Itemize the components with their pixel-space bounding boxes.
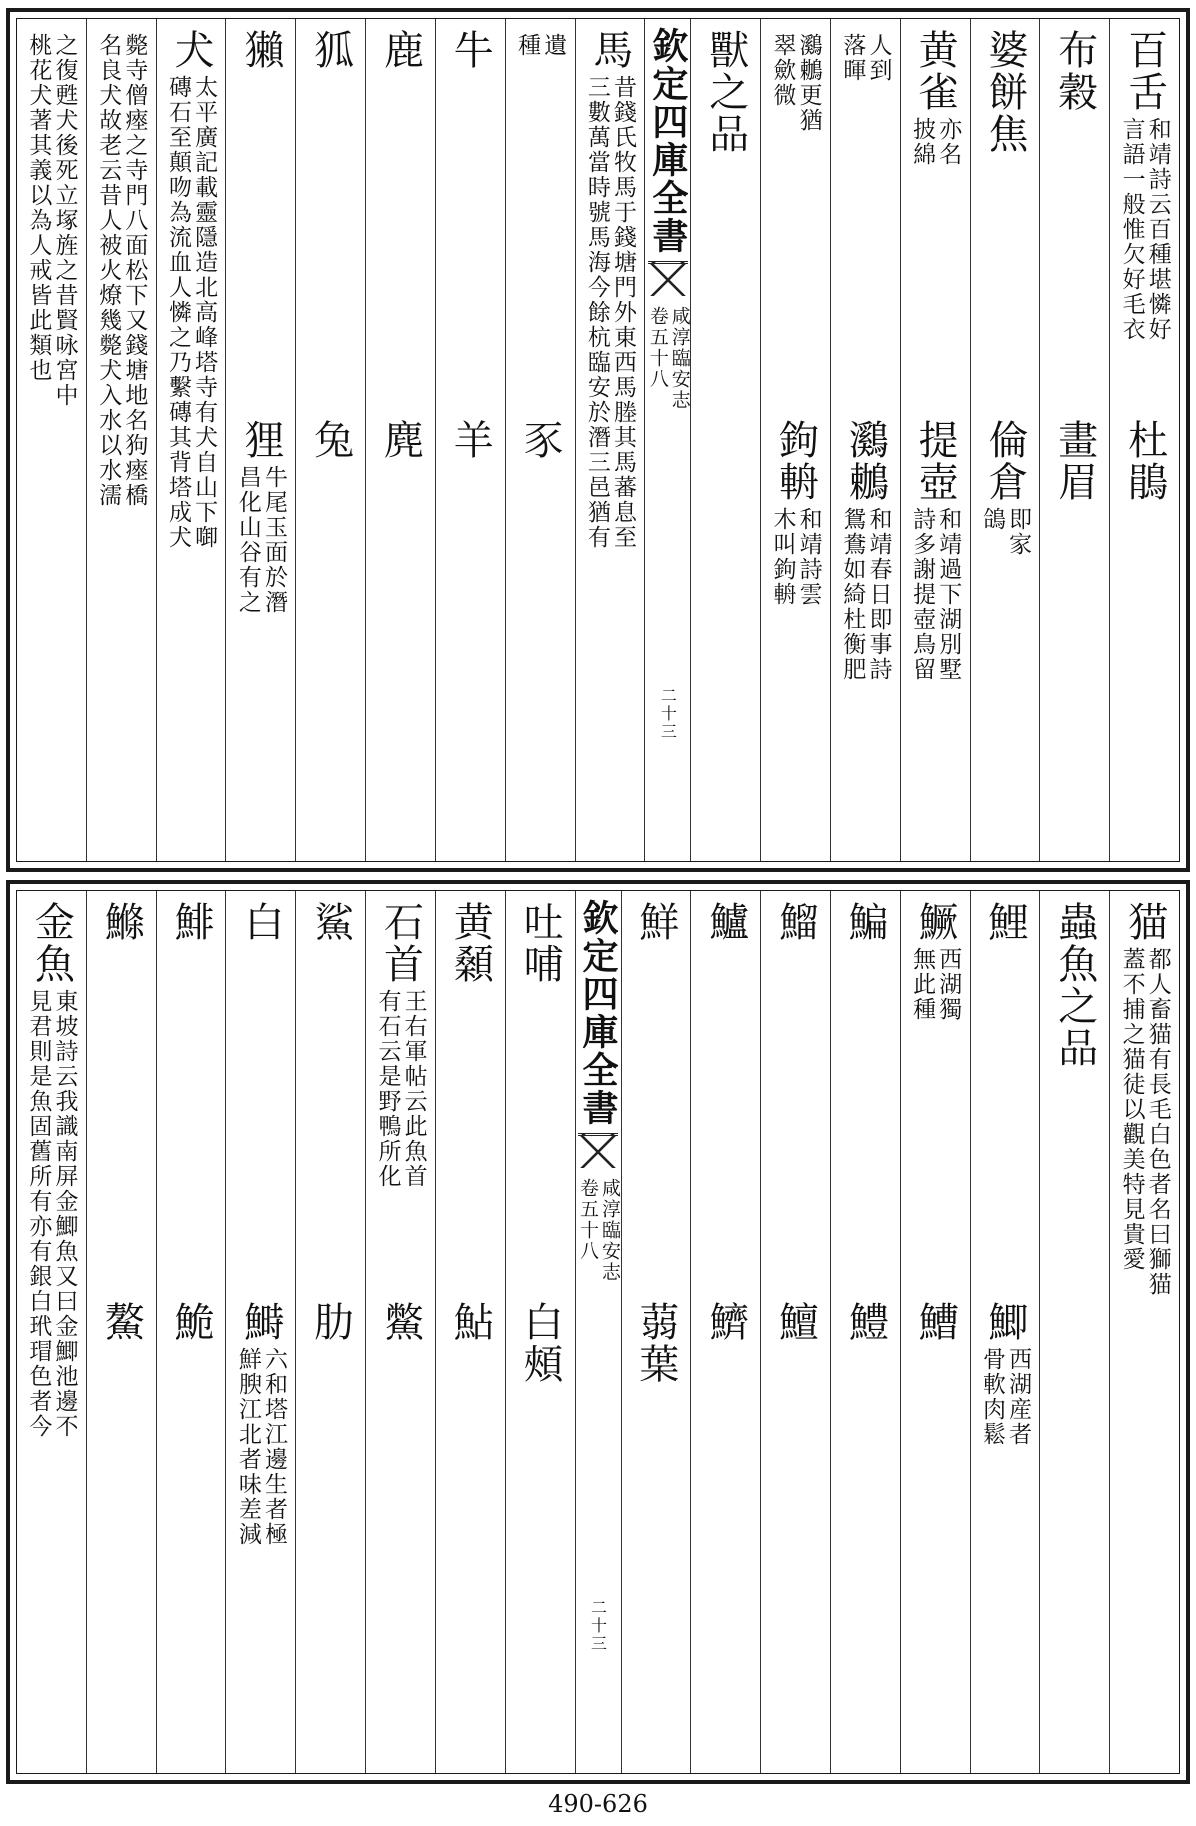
second-entry	[971, 419, 1040, 557]
annotation	[840, 507, 890, 682]
page-number: 490-626	[548, 1790, 648, 1818]
annotation-line: 翠歛微	[769, 33, 796, 108]
annotation-line: 和靖春日即事詩	[865, 507, 892, 682]
top-page	[6, 8, 1190, 872]
text-column	[505, 19, 575, 861]
entry-heading: 鮠	[168, 1301, 215, 1343]
annotation-line: 磚石至顛吻為流血人憐之乃繫磚其背塔成犬	[165, 75, 192, 550]
book-title: 欽定四庫全書	[646, 27, 689, 255]
text-column	[86, 19, 156, 861]
entry-heading: 兔	[307, 419, 354, 461]
text-column	[970, 19, 1040, 861]
annotation-line: 無此種	[909, 947, 936, 1022]
entry-heading: 倫倉	[981, 419, 1028, 503]
annotation-line: 有石云是野鴨所化	[374, 989, 401, 1189]
center-margin	[644, 19, 690, 861]
entry-heading: 白	[237, 901, 284, 943]
second-entry	[831, 1301, 900, 1343]
second-entry	[226, 419, 295, 615]
annotation-line: 披綿	[909, 117, 936, 167]
annotation-line: 王右軍帖云此魚首	[400, 989, 427, 1189]
text-column	[690, 891, 760, 1773]
annotation	[980, 507, 1030, 557]
text-column	[760, 19, 830, 861]
annotation	[980, 1347, 1030, 1447]
volume-line: 咸淳臨安志	[598, 1178, 621, 1283]
entry-heading: 鮮	[632, 901, 679, 943]
annotation-line: 名良犬故老云昔人被火燎幾斃犬入水以水濡	[95, 33, 122, 508]
annotation	[96, 33, 146, 508]
annotation-line: 鴿	[978, 507, 1005, 532]
entry-heading: 鰣	[237, 1301, 284, 1343]
entry-heading: 吐哺	[517, 901, 564, 985]
volume-line: 卷五十八	[646, 306, 669, 390]
annotation	[770, 507, 820, 607]
text-column	[1039, 891, 1109, 1773]
annotation-line: 和靖詩雲	[795, 507, 822, 607]
entry-heading: 羊	[447, 419, 494, 461]
text-column	[1109, 19, 1179, 861]
annotation	[585, 75, 635, 550]
entry-heading: 百舌	[1121, 29, 1168, 113]
entry-heading: 杜鵑	[1121, 419, 1168, 503]
entry-heading: 鰲	[98, 1301, 145, 1343]
text-column	[225, 891, 295, 1773]
annotation-line: 昔錢氏牧馬于錢塘門外東西馬塍其馬蕃息至	[610, 75, 637, 550]
entry-heading: 牛	[447, 29, 494, 71]
text-column	[970, 891, 1040, 1773]
center-margin	[575, 891, 621, 1773]
volume-label	[647, 306, 689, 411]
bottom-frame	[16, 890, 1180, 1774]
annotation-line: 西湖産者	[1005, 1347, 1032, 1447]
entry-heading: 鱖	[912, 901, 959, 943]
text-column	[17, 19, 86, 861]
entry-heading: 黄顙	[447, 901, 494, 985]
annotation-line: 蓋不捕之猫徒以觀美特見貴愛	[1118, 947, 1145, 1272]
text-column	[156, 891, 226, 1773]
annotation-line: 遺	[540, 33, 567, 58]
annotation-line: 人到	[865, 33, 892, 83]
entry-heading: 鯊	[307, 901, 354, 943]
entry-heading: 鉤輈	[772, 419, 819, 503]
annotation	[26, 989, 76, 1439]
annotation-line: 骨軟肉鬆	[978, 1347, 1005, 1447]
second-entry	[506, 1301, 575, 1385]
annotation-line: 和靖詩云百種堪憐好	[1144, 117, 1171, 342]
bottom-columns	[17, 891, 1179, 1773]
text-column	[156, 19, 226, 861]
entry-heading: 蒻葉	[632, 1301, 679, 1385]
annotation	[515, 33, 565, 58]
text-column	[575, 19, 645, 861]
annotation	[770, 33, 820, 133]
entry-heading: 鰡	[772, 901, 819, 943]
annotation-line: 和靖過下湖別墅	[935, 507, 962, 682]
annotation	[236, 465, 286, 615]
annotation-line: 斃寺僧瘞之寺門八面松下又錢塘地名狗瘞橋	[121, 33, 148, 508]
second-entry	[761, 419, 830, 607]
second-entry	[506, 419, 575, 461]
second-entry	[436, 1301, 505, 1343]
entry-heading: 鯉	[981, 901, 1028, 943]
annotation-line: 亦名	[935, 117, 962, 167]
annotation-line: 太平廣記載靈隱造北高峰塔寺有犬自山下啣	[191, 75, 218, 550]
annotation-line: 落暉	[839, 33, 866, 83]
second-entry	[296, 419, 365, 461]
second-entry	[691, 1301, 760, 1343]
annotation-line: 牛尾玉面於潛	[260, 465, 287, 615]
second-entry	[761, 1301, 830, 1343]
volume-line: 卷五十八	[577, 1178, 599, 1262]
entry-heading: 鱣	[772, 1301, 819, 1343]
annotation	[26, 33, 76, 408]
entry-heading: 馬	[586, 29, 633, 71]
entry-heading: 婆餅焦	[981, 29, 1028, 155]
second-entry	[87, 1301, 156, 1343]
annotation-line: 六和塔江邊生者極	[260, 1347, 287, 1547]
text-column	[365, 891, 435, 1773]
text-column	[17, 891, 86, 1773]
second-entry	[901, 1301, 970, 1343]
entry-heading: 鱧	[842, 1301, 889, 1343]
text-column	[505, 891, 575, 1773]
volume-line: 咸淳臨安志	[668, 306, 691, 411]
annotation	[166, 75, 216, 550]
leaf-number: 二十三	[588, 1599, 608, 1653]
entry-heading: 鱉	[377, 1301, 424, 1343]
fish-tail-ornament	[648, 261, 688, 296]
annotation-line: 鸂鶒更猶	[795, 33, 822, 133]
annotation	[840, 33, 890, 83]
annotation	[375, 989, 425, 1189]
top-frame	[16, 18, 1180, 862]
entry-heading: 鰷	[98, 901, 145, 943]
annotation-line: 鴛鴦如綺杜衡肥	[839, 507, 866, 682]
second-entry	[1040, 419, 1109, 503]
top-columns	[17, 19, 1179, 861]
second-entry	[622, 1301, 691, 1385]
text-column	[225, 19, 295, 861]
annotation-line: 鮮腴江北者味差減	[234, 1347, 261, 1547]
annotation-line: 都人畜猫有長毛白色者名曰獅猫	[1144, 947, 1171, 1297]
leaf-number: 二十三	[658, 687, 678, 741]
annotation-line: 言語一般惟欠好毛衣	[1118, 117, 1145, 342]
second-entry	[296, 1301, 365, 1343]
second-entry	[901, 419, 970, 682]
entry-heading: 獺	[237, 29, 284, 71]
entry-heading: 鱭	[702, 1301, 749, 1343]
volume-label	[577, 1178, 619, 1283]
text-column	[435, 19, 505, 861]
annotation-line: 之復甦犬後死立塚旌之昔賢咏宮中	[51, 33, 78, 408]
text-column	[295, 891, 365, 1773]
entry-heading: 狐	[307, 29, 354, 71]
second-entry	[226, 1301, 295, 1547]
entry-heading: 鯡	[168, 901, 215, 943]
bottom-page	[6, 880, 1190, 1784]
second-entry	[831, 419, 900, 682]
text-column	[760, 891, 830, 1773]
entry-heading: 鸂鶒	[842, 419, 889, 503]
annotation-line: 木叫鉤輈	[769, 507, 796, 607]
annotation	[910, 507, 960, 682]
entry-heading: 獸之品	[702, 29, 749, 155]
annotation	[1119, 117, 1169, 342]
text-column	[435, 891, 505, 1773]
entry-heading: 猫	[1121, 901, 1168, 943]
entry-heading: 鯿	[842, 901, 889, 943]
fish-tail-ornament	[578, 1133, 618, 1168]
text-column	[365, 19, 435, 861]
entry-heading: 狸	[237, 419, 284, 461]
second-entry	[436, 419, 505, 461]
entry-heading: 黄雀	[912, 29, 959, 113]
annotation-line: 昌化山谷有之	[234, 465, 261, 615]
second-entry	[366, 1301, 435, 1343]
entry-heading: 麂	[377, 419, 424, 461]
annotation	[910, 947, 960, 1022]
text-column	[900, 19, 970, 861]
annotation	[910, 117, 960, 167]
text-column	[621, 891, 691, 1773]
second-entry	[1110, 419, 1179, 503]
book-title: 欽定四庫全書	[577, 899, 619, 1127]
text-column	[830, 19, 900, 861]
second-entry	[971, 1301, 1040, 1447]
entry-heading: 提壺	[912, 419, 959, 503]
annotation-line: 東坡詩云我識南屏金鯽魚又曰金鯽池邊不	[51, 989, 78, 1439]
annotation-line: 詩多謝提壺鳥留	[909, 507, 936, 682]
entry-heading: 石首	[377, 901, 424, 985]
entry-heading: 豕	[517, 419, 564, 461]
annotation	[236, 1347, 286, 1547]
entry-heading: 鯽	[981, 1301, 1028, 1343]
annotation	[1119, 947, 1169, 1297]
annotation-line: 見君則是魚固舊所有亦有銀白玳瑁色者今	[25, 989, 52, 1439]
entry-heading: 肋	[307, 1301, 354, 1343]
entry-heading: 鰽	[912, 1301, 959, 1343]
entry-heading: 畫眉	[1051, 419, 1098, 503]
entry-heading: 白頰	[517, 1301, 564, 1385]
text-column	[900, 891, 970, 1773]
annotation-line: 桃花犬著其義以為人戒皆此類也	[25, 33, 52, 383]
entry-heading: 金魚	[28, 901, 75, 985]
annotation-line: 西湖獨	[935, 947, 962, 1022]
entry-heading: 鱸	[702, 901, 749, 943]
entry-heading: 鹿	[377, 29, 424, 71]
text-column	[295, 19, 365, 861]
second-entry	[366, 419, 435, 461]
text-column	[86, 891, 156, 1773]
annotation-line: 三數萬當時號馬海今餘杭臨安於潛三邑猶有	[583, 75, 610, 550]
entry-heading: 布穀	[1051, 29, 1098, 113]
entry-heading: 犬	[168, 29, 215, 71]
second-entry	[157, 1301, 226, 1343]
annotation-line: 即家	[1005, 507, 1032, 557]
text-column	[1039, 19, 1109, 861]
text-column	[830, 891, 900, 1773]
entry-heading: 蟲魚之品	[1051, 901, 1098, 1069]
text-column	[690, 19, 760, 861]
entry-heading: 鮎	[447, 1301, 494, 1343]
annotation-line: 種	[514, 33, 541, 58]
text-column	[1109, 891, 1179, 1773]
